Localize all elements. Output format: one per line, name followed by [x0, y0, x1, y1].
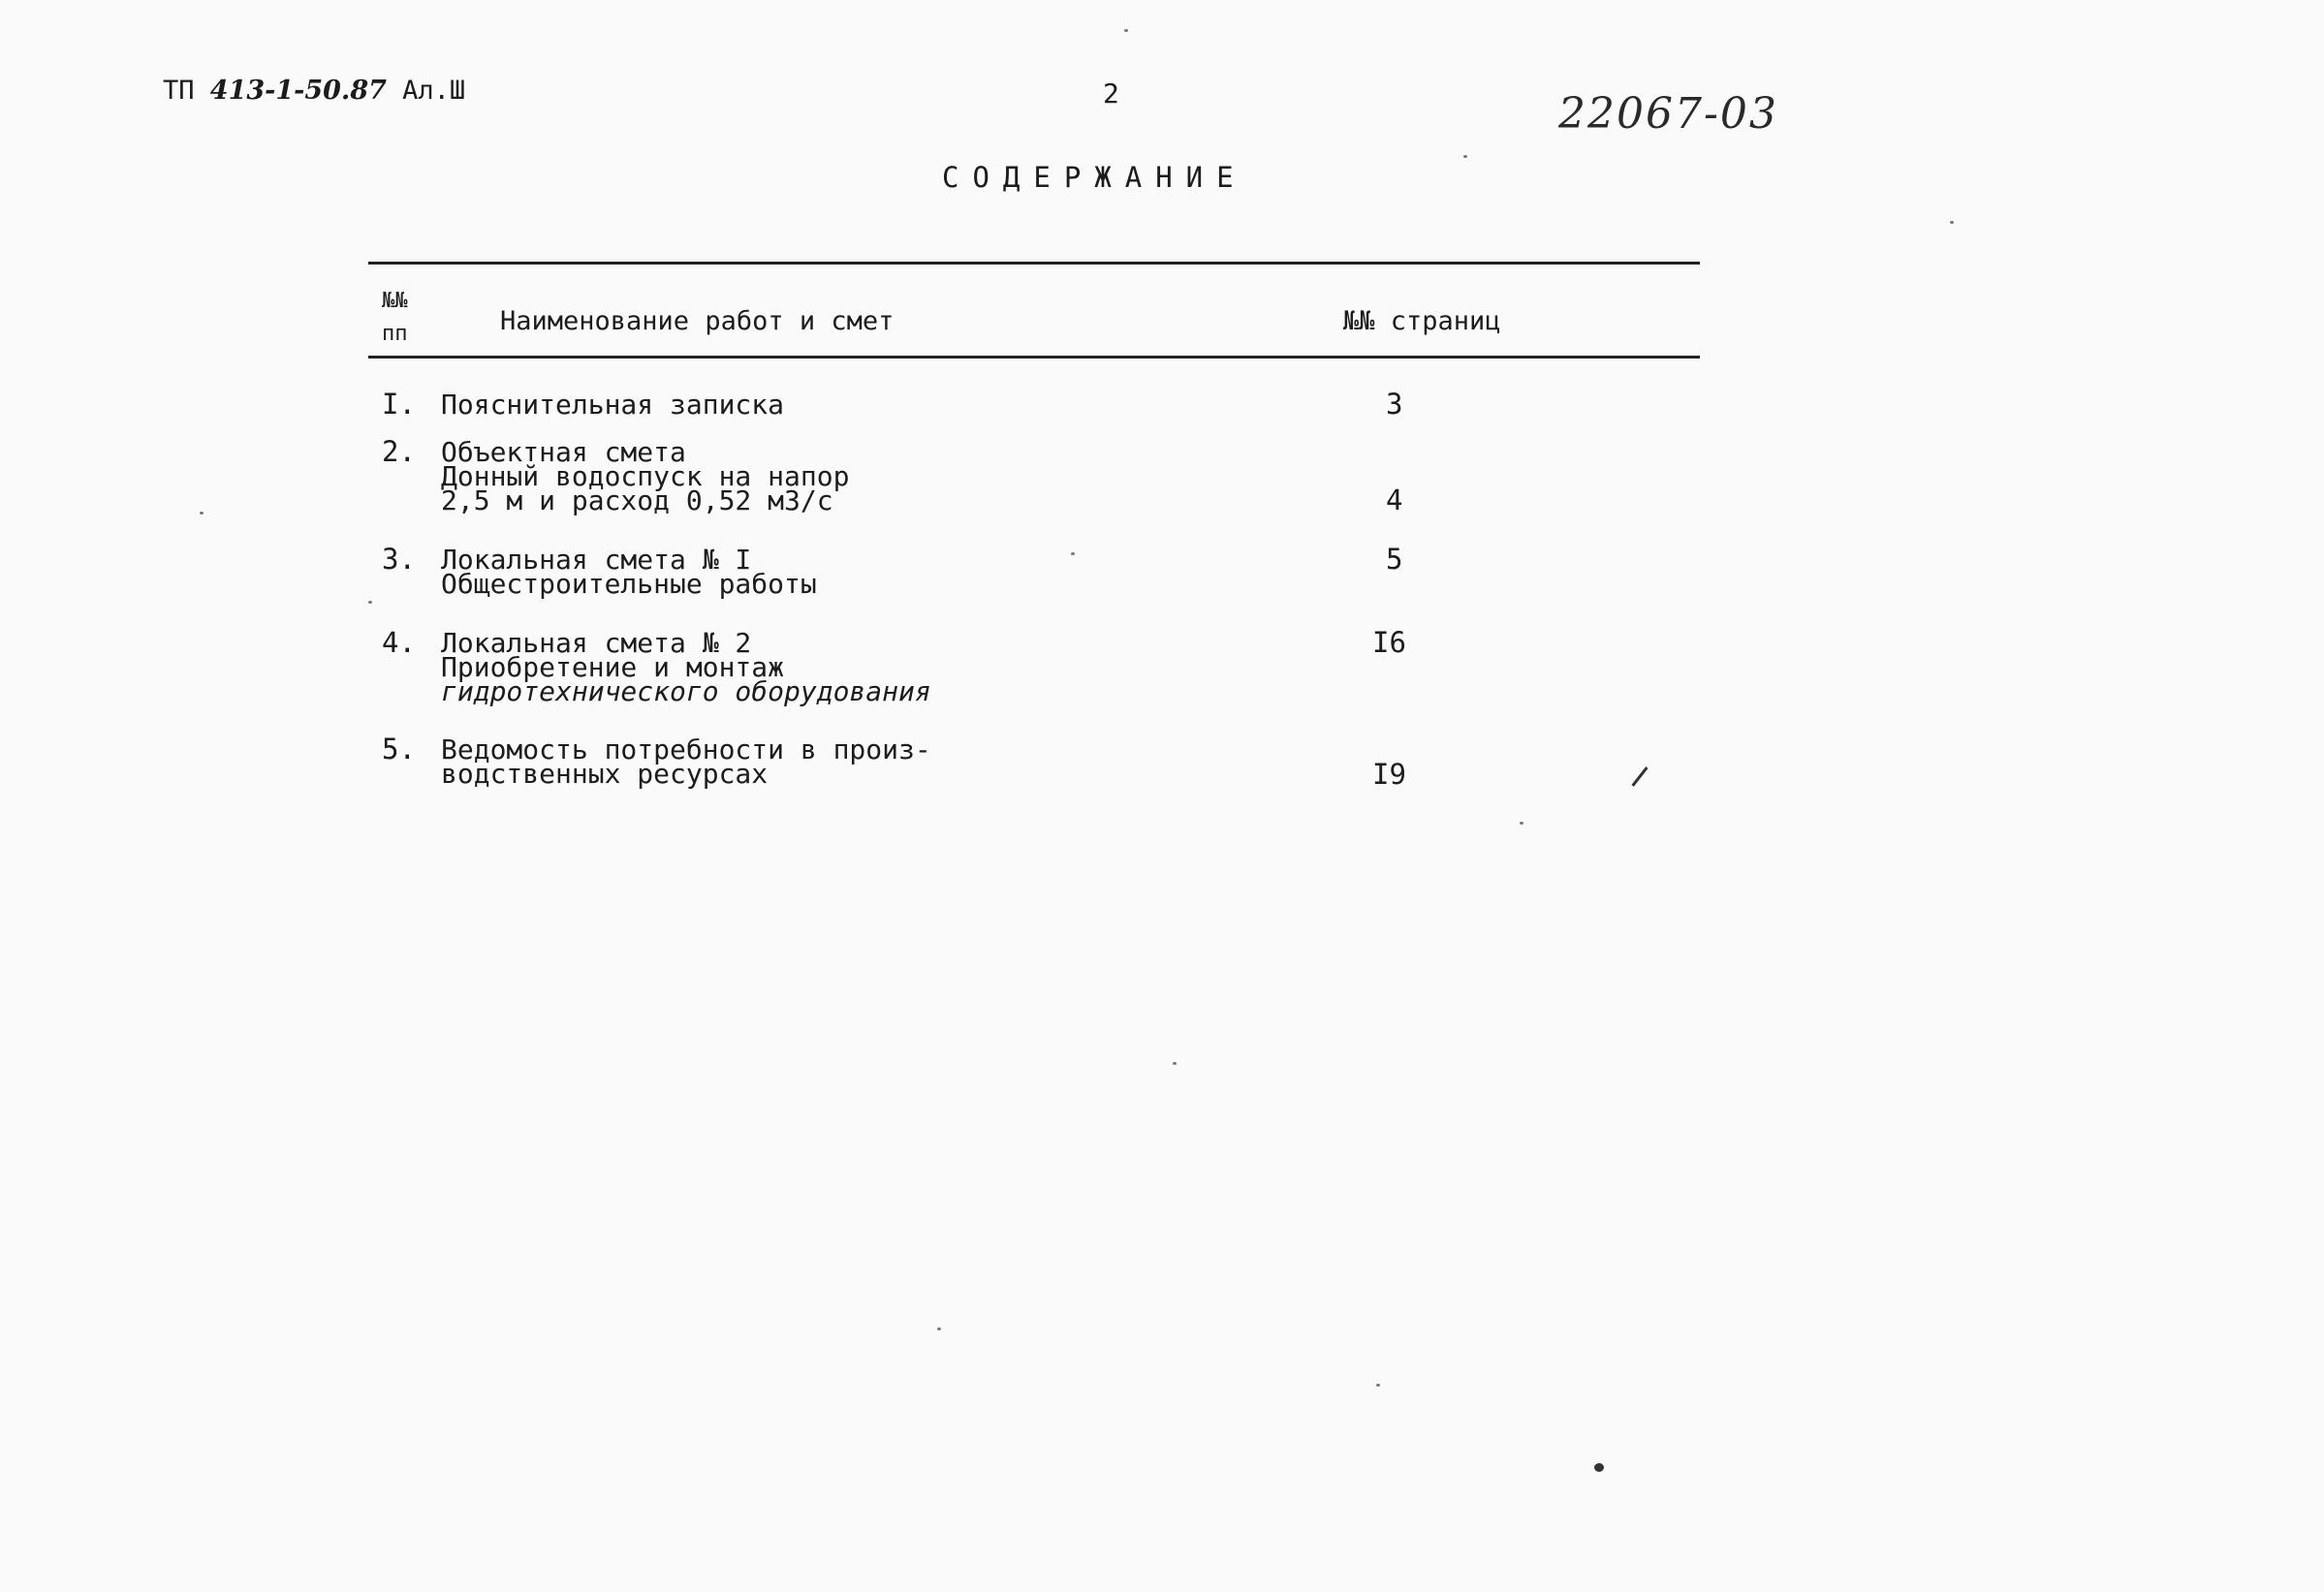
scan-speck [1173, 1062, 1177, 1065]
scan-speck [937, 1327, 941, 1330]
project-code: 413-1-50.87 [209, 76, 387, 106]
scan-speck [200, 512, 204, 515]
row-page: 5 [1386, 543, 1403, 576]
row-title-line: гидротехнического оборудования [441, 675, 931, 707]
row-title-line: Приобретение и монтаж [441, 651, 785, 683]
row-page: 4 [1386, 484, 1403, 516]
document-code [163, 76, 465, 106]
row-number: 2. [382, 435, 416, 468]
row-number: I. [382, 388, 416, 421]
scan-speck [1376, 1384, 1380, 1387]
column-header-page: №№ страниц [1343, 306, 1501, 336]
row-title-line: Пояснительная записка [441, 389, 785, 421]
row-number: 3. [382, 543, 416, 576]
row-page: I6 [1372, 626, 1406, 659]
row-title-line: Объектная смета [441, 436, 686, 468]
page-number: 2 [1103, 78, 1119, 109]
column-header-number: №№ пп [382, 289, 408, 346]
album-label: Ал.Ш [402, 76, 466, 106]
row-title-line: Локальная смета № I [441, 544, 752, 576]
row-page: I9 [1372, 758, 1406, 791]
archive-number: 22067-03 [1558, 89, 1778, 139]
row-title [441, 734, 931, 790]
page-title: СОДЕРЖАНИЕ [942, 161, 1247, 194]
row-title [441, 436, 850, 516]
scan-speck [1124, 29, 1128, 32]
row-title-line: Общестроительные работы [441, 568, 817, 600]
check-mark [1631, 766, 1648, 787]
scan-speck [368, 601, 372, 604]
row-title-line: водственных ресурсах [441, 758, 769, 790]
series-prefix: ТП [163, 76, 195, 106]
column-header-name: Наименование работ и смет [500, 306, 895, 336]
scan-speck [1950, 221, 1954, 224]
row-number: 5. [382, 733, 416, 765]
row-number: 4. [382, 626, 416, 659]
row-title [441, 544, 817, 600]
table-top-rule [368, 262, 1700, 265]
scan-speck [1071, 552, 1075, 555]
row-title-line: 2,5 м и расход 0,52 м3/с [441, 484, 833, 516]
row-title [441, 389, 785, 421]
row-title-line: Локальная смета № 2 [441, 627, 752, 659]
row-page: 3 [1386, 388, 1403, 421]
row-title [441, 627, 931, 707]
row-title-line: Ведомость потребности в произ- [441, 734, 931, 765]
row-title-line: Донный водоспуск на напор [441, 460, 850, 492]
scan-speck [1463, 155, 1467, 158]
table-header-rule [368, 356, 1700, 359]
scan-speck [1520, 822, 1523, 825]
ink-blot [1594, 1463, 1604, 1472]
